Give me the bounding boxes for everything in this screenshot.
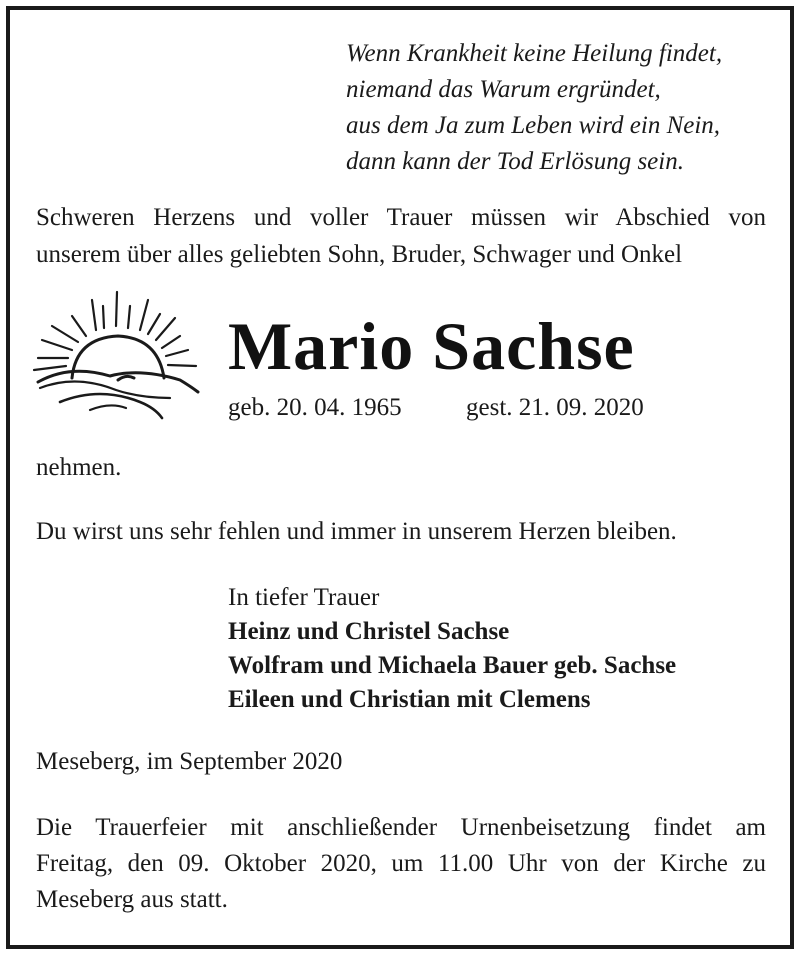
death-date: gest. 21. 09. 2020 — [466, 394, 644, 421]
poem-line-1: Wenn Krankheit keine Heilung findet, — [346, 40, 723, 67]
intro-line-2: unserem über alles geliebten Sohn, Bruder, Schwager und Onkel — [36, 241, 683, 268]
poem-line-3: aus dem Ja zum Leben wird ein Nein, — [346, 112, 721, 139]
mourner-2: Wolfram und Michaela Bauer geb. Sachse — [228, 652, 677, 679]
service-line-3: Meseberg aus statt. — [36, 886, 228, 913]
intro-line-3: nehmen. — [36, 454, 122, 481]
poem-line-4: dann kann der Tod Erlösung sein. — [346, 148, 684, 175]
intro-line-1: Schweren Herzens und voller Trauer müssen wir Abschied von — [36, 204, 766, 231]
mourners-heading: In tiefer Trauer — [228, 584, 380, 611]
poem-line-2: niemand das Warum ergründet, — [346, 76, 661, 103]
birth-date: geb. 20. 04. 1965 — [228, 394, 402, 421]
service-line-2: Freitag, den 09. Oktober 2020, um 11.00 Uhr von der Kirche zu — [36, 850, 766, 877]
service-line-1: Die Trauerfeier mit anschließender Urnenbeisetzung findet am — [36, 814, 766, 841]
mourner-1: Heinz und Christel Sachse — [228, 618, 510, 645]
place-date: Meseberg, im September 2020 — [36, 748, 343, 775]
sunset-over-hills-icon — [30, 290, 200, 430]
mourner-3: Eileen und Christian mit Clemens — [228, 686, 591, 713]
deceased-name: Mario Sachse — [228, 308, 635, 384]
farewell-text: Du wirst uns sehr fehlen und immer in unserem Herzen bleiben. — [36, 518, 677, 545]
